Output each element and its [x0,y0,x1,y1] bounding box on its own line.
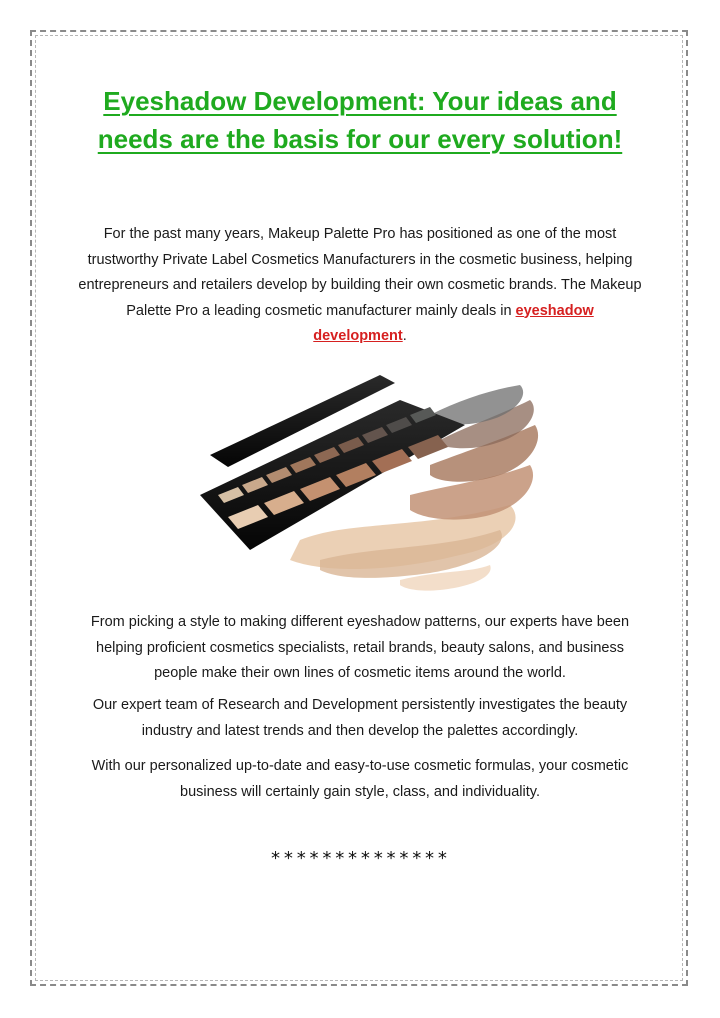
eyeshadow-palette-photo [180,345,550,595]
paragraph-3: Our expert team of Research and Development persistently investigates the beauty industry and latest trends and then develop the palettes accordingly. [92,697,628,739]
intro-text: For the past many years, Makeup Palette Pro has positioned as one of the most trustworthy Private Label Cosmetics Manufacturers in the cosmetic business, helping entrepreneurs and retailers develop by building their own cosmetic brands. The Makeup Palette Pro a leading cosmetic manufacturer mainly deals in [78,226,642,319]
paragraph-4: With our personalized up-to-date and easy-to-use cosmetic formulas, your cosmetic business will certainly gain style, class, and individuality. [91,758,629,800]
intro-end: . [402,328,407,344]
separator: ************** [270,848,450,869]
paragraph-2: From picking a style to making different eyeshadow patterns, our experts have been helping proficient cosmetics specialists, retail brands, beauty salons, and business people make their own lines of cosmetic items around the world. [90,614,630,681]
eyeshadow-development-link[interactable]: eyeshadow development [313,302,594,344]
intro-paragraph [78,222,642,350]
page-title: Eyeshadow Development: Your ideas and needs are the basis for our every solution! [97,86,623,154]
